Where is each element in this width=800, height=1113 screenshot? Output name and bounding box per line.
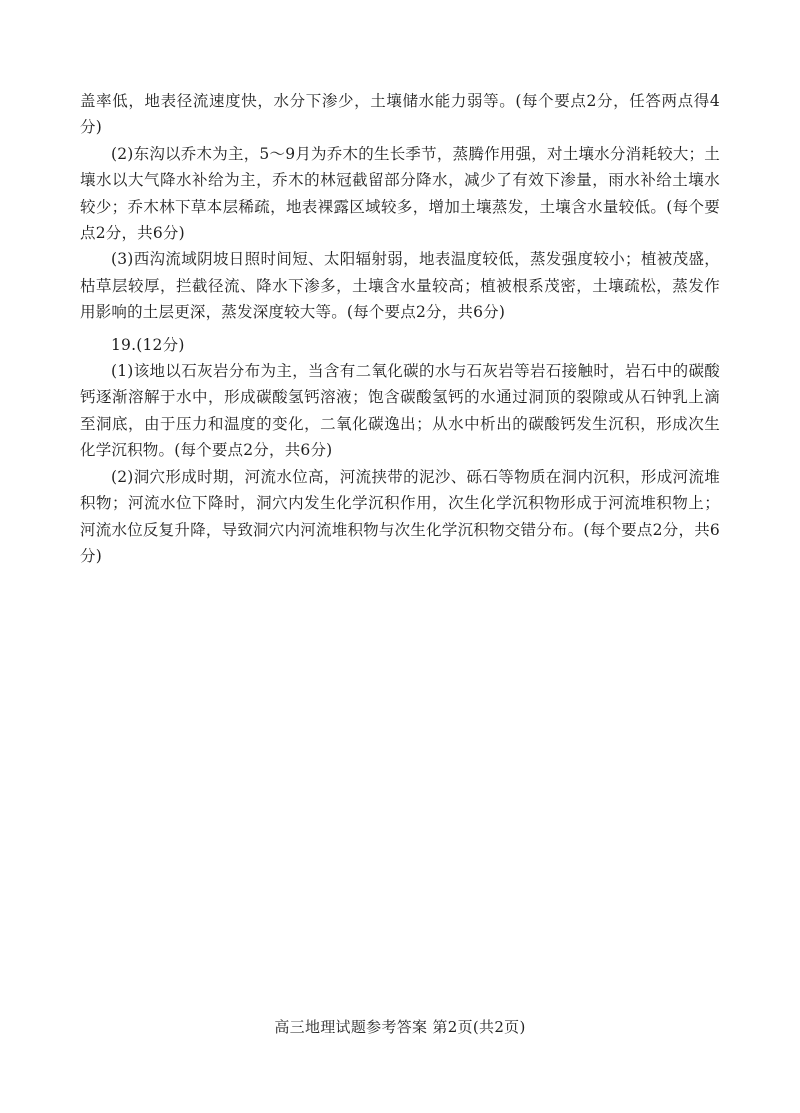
page-footer: 高三地理试题参考答案 第2页(共2页) xyxy=(274,1018,526,1036)
answer-paragraph-q18-part2: (2)东沟以乔木为主，5～9月为乔木的生长季节，蒸腾作用强，对土壤水分消耗较大；土壤水以大气降水补给为主，乔木的林冠截留部分降水，减少了有效下渗量，雨水补给土壤水较少；乔木林下草本层稀疏，地表裸露区域较多，增加土壤蒸发，土壤含水量较低。(每个要点2分，共6分) xyxy=(80,144,720,243)
answer-paragraph-q19-part2: (2)洞穴形成时期，河流水位高，河流挟带的泥沙、砾石等物质在洞内沉积，形成河流堆积物；河流水位下降时，洞穴内发生化学沉积作用，次生化学沉积物形成于河流堆积物上；河流水位反复升降，导致洞穴内河流堆积物与次生化学沉积物交错分布。(每个要点2分，共6分) xyxy=(80,467,720,565)
answer-text-body xyxy=(80,88,720,569)
answer-paragraph-continued: 盖率低，地表径流速度快，水分下渗少，土壤储水能力弱等。(每个要点2分，任答两点得4分) xyxy=(80,92,720,137)
answer-paragraph-q19-part1: (1)该地以石灰岩分布为主，当含有二氧化碳的水与石灰岩等岩石接触时，岩石中的碳酸钙逐渐溶解于水中，形成碳酸氢钙溶液；饱含碳酸氢钙的水通过洞顶的裂隙或从石钟乳上滴至洞底，由于压力和温度的变化，二氧化碳逸出；从水中析出的碳酸钙发生沉积，形成次生化学沉积物。(每个要点2分，共6分) xyxy=(80,362,720,460)
answer-paragraph-q18-part3: (3)西沟流域阴坡日照时间短、太阳辐射弱，地表温度较低，蒸发强度较小；植被茂盛，枯草层较厚，拦截径流、降水下渗多，土壤含水量较高；植被根系茂密，土壤疏松，蒸发作用影响的土层更深，蒸发深度较大等。(每个要点2分，共6分) xyxy=(80,250,720,322)
question-19-heading: 19.(12分) xyxy=(111,335,185,354)
